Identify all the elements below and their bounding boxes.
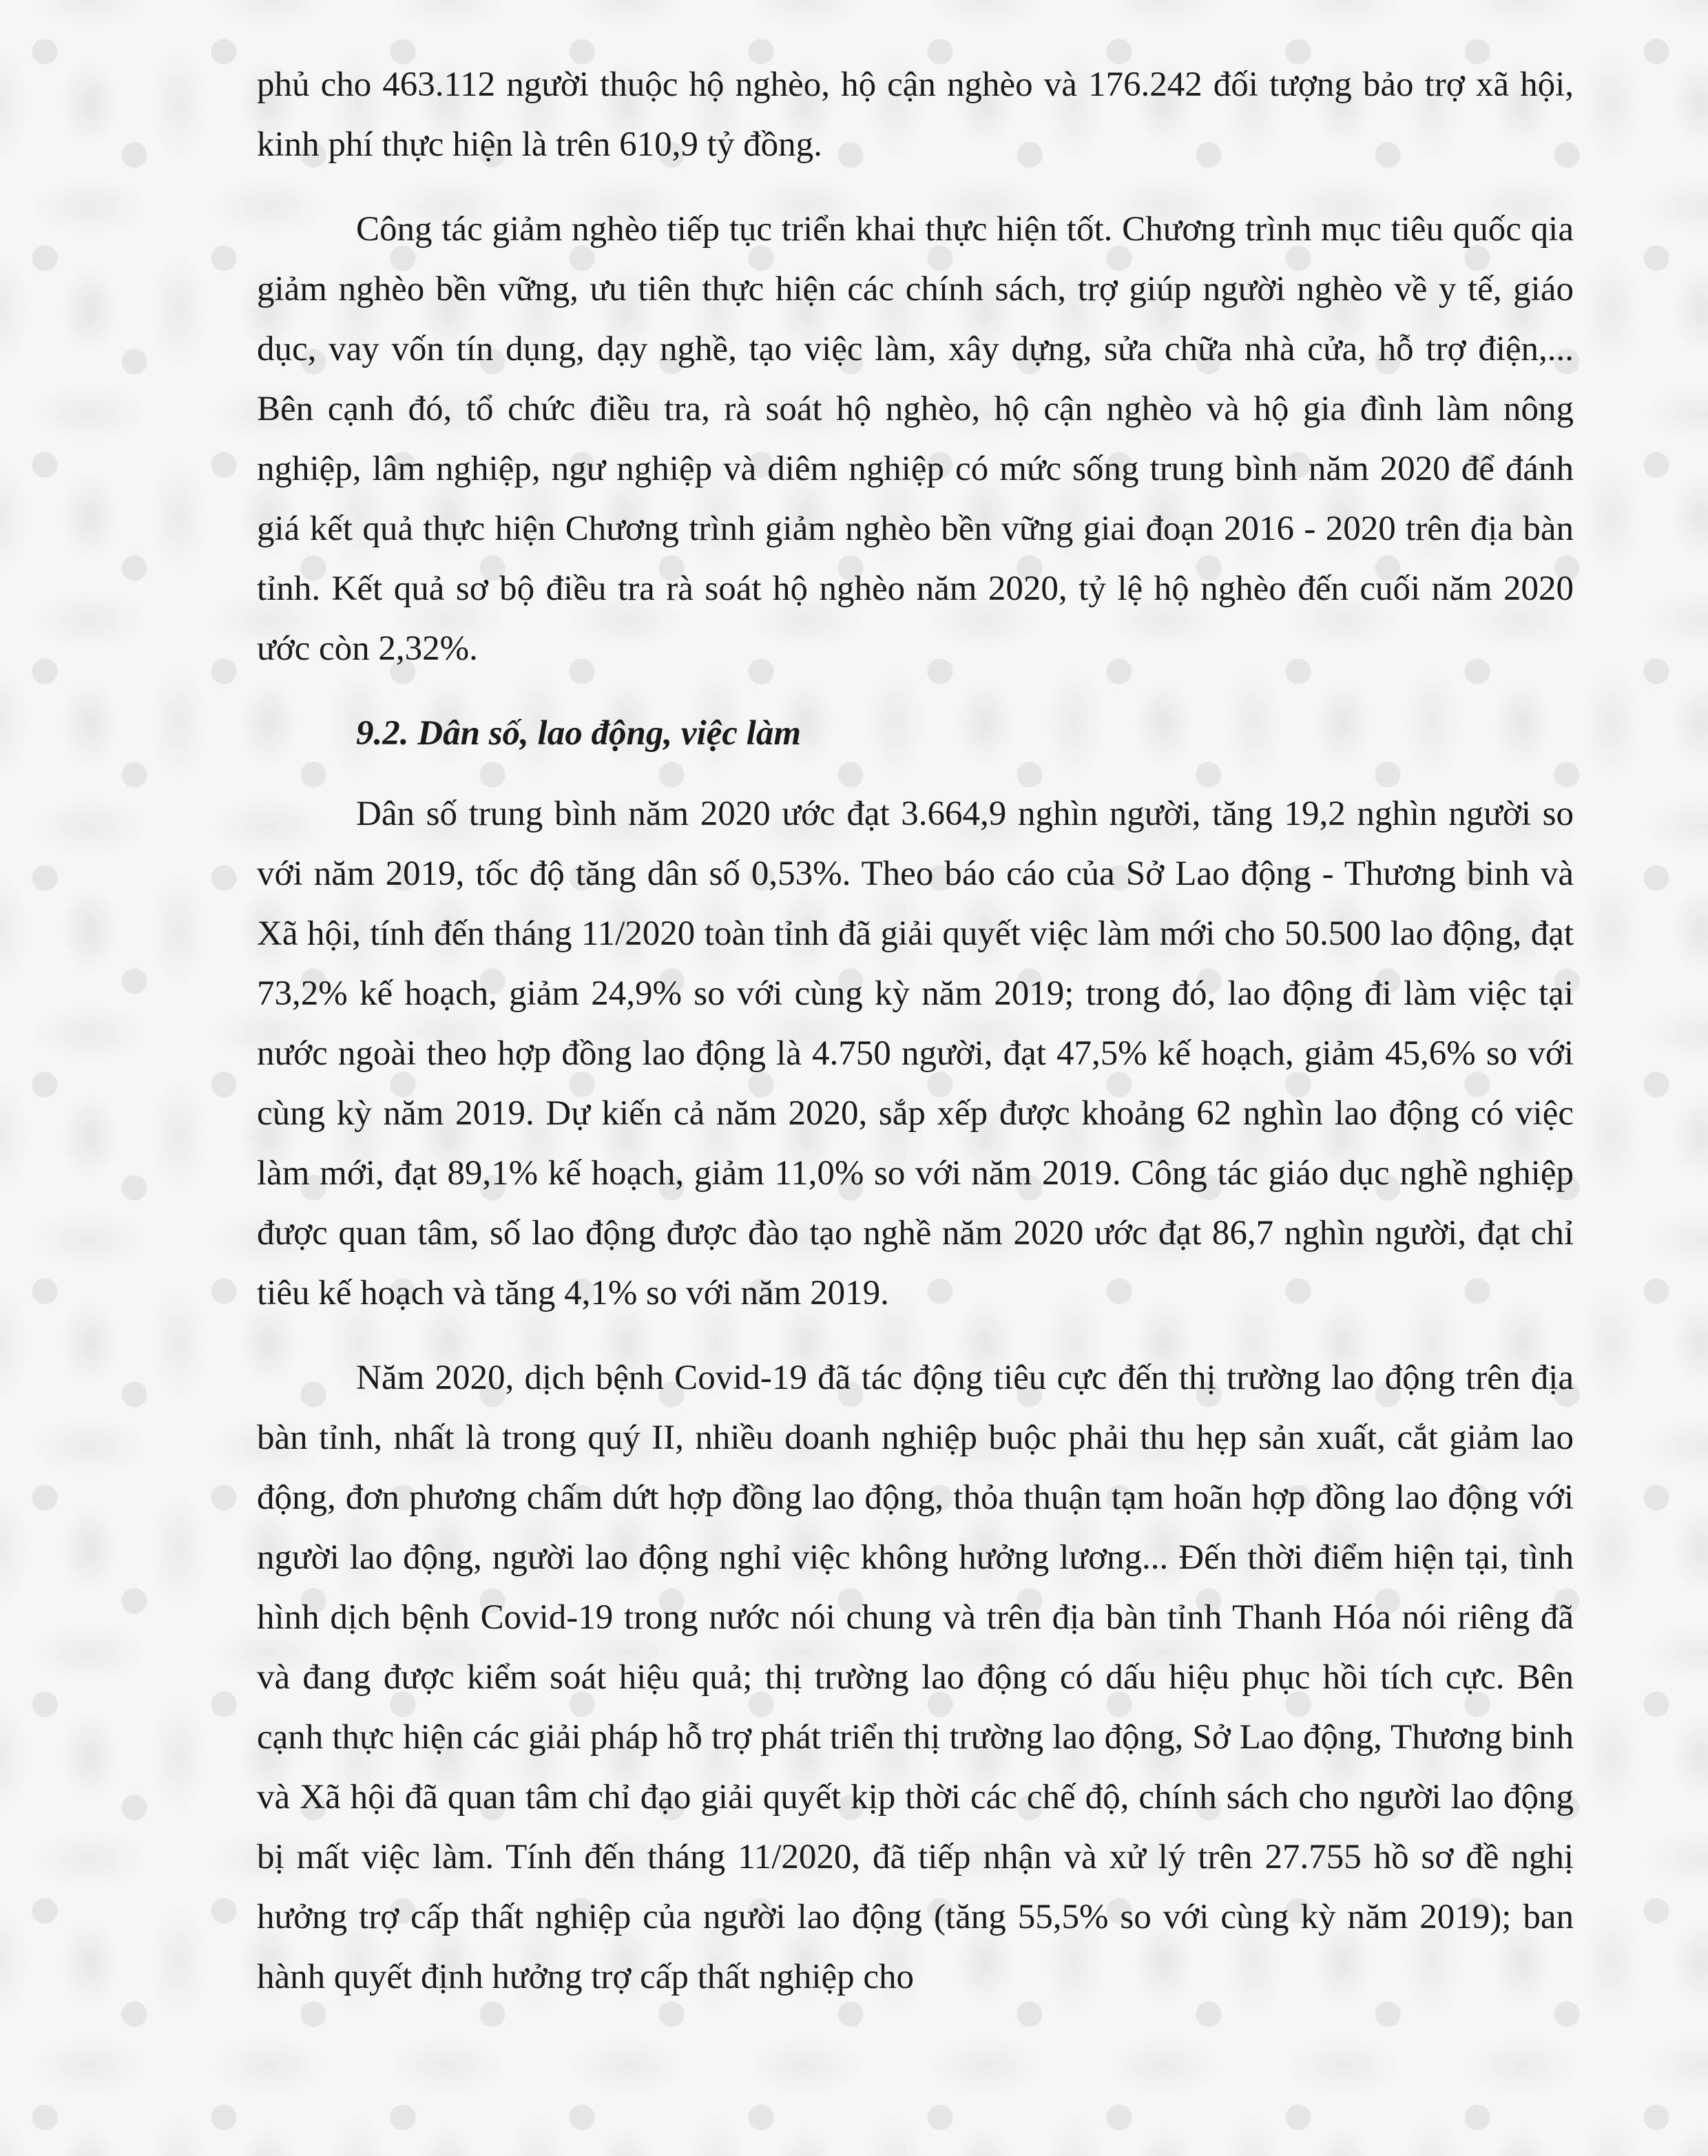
paragraph-covid-impact: Năm 2020, dịch bệnh Covid-19 đã tác động tiêu cực đến thị trường lao động trên địa bàn tỉnh, nhất là trong quý II, nhiều doanh nghiệp buộc phải thu hẹp sản xuất, cắt giảm lao động, đơn phương chấm dứt hợp đồng lao động, thỏa thuận tạm hoãn hợp đồng lao động với người lao động, người lao động nghỉ việc không hưởng lương... Đến thời điểm hiện tại, tình hình dịch bệnh Covid-19 trong nước nói chung và trên địa bàn tỉnh Thanh Hóa nói riêng đã và đang được kiểm soát hiệu quả; thị trường lao động có dấu hiệu phục hồi tích cực. Bên cạnh thực hiện các giải pháp hỗ trợ phát triển thị trường lao động, Sở Lao động, Thương binh và Xã hội đã quan tâm chỉ đạo giải quyết kịp thời các chế độ, chính sách cho người lao động bị mất việc làm. Tính đến tháng 11/2020, đã tiếp nhận và xử lý trên 27.755 hồ sơ đề nghị hưởng trợ cấp thất nghiệp của người lao động (tăng 55,5% so với cùng kỳ năm 2019); ban hành quyết định hưởng trợ cấp thất nghiệp cho [257,1359,1574,1996]
section-heading: 9.2. Dân số, lao động, việc làm [356,714,801,753]
paragraph-continued: phủ cho 463.112 người thuộc hộ nghèo, hộ cận nghèo và 176.242 đối tượng bảo trợ xã hội, kinh phí thực hiện là trên 610,9 tỷ đồng. [257,65,1574,164]
document-body [257,55,1574,2032]
paragraph-population-labor: Dân số trung bình năm 2020 ước đạt 3.664,9 nghìn người, tăng 19,2 nghìn người so với năm 2019, tốc độ tăng dân số 0,53%. Theo báo cáo của Sở Lao động - Thương binh và Xã hội, tính đến tháng 11/2020 toàn tỉnh đã giải quyết việc làm mới cho 50.500 lao động, đạt 73,2% kế hoạch, giảm 24,9% so với cùng kỳ năm 2019; trong đó, lao động đi làm việc tại nước ngoài theo hợp đồng lao động là 4.750 người, đạt 47,5% kế hoạch, giảm 45,6% so với cùng kỳ năm 2019. Dự kiến cả năm 2020, sắp xếp được khoảng 62 nghìn lao động có việc làm mới, đạt 89,1% kế hoạch, giảm 11,0% so với năm 2019. Công tác giáo dục nghề nghiệp được quan tâm, số lao động được đào tạo nghề năm 2020 ước đạt 86,7 nghìn người, đạt chỉ tiêu kế hoạch và tăng 4,1% so với năm 2019. [257,795,1574,1312]
paragraph-poverty-reduction: Công tác giảm nghèo tiếp tục triển khai thực hiện tốt. Chương trình mục tiêu quốc qia giảm nghèo bền vững, ưu tiên thực hiện các chính sách, trợ giúp người nghèo về y tế, giáo dục, vay vốn tín dụng, dạy nghề, tạo việc làm, xây dựng, sửa chữa nhà cửa, hỗ trợ điện,... Bên cạnh đó, tổ chức điều tra, rà soát hộ nghèo, hộ cận nghèo và hộ gia đình làm nông nghiệp, lâm nghiệp, ngư nghiệp và diêm nghiệp có mức sống trung bình năm 2020 để đánh giá kết quả thực hiện Chương trình giảm nghèo bền vững giai đoạn 2016 - 2020 trên địa bàn tỉnh. Kết quả sơ bộ điều tra rà soát hộ nghèo năm 2020, tỷ lệ hộ nghèo đến cuối năm 2020 ước còn 2,32%. [257,210,1574,668]
